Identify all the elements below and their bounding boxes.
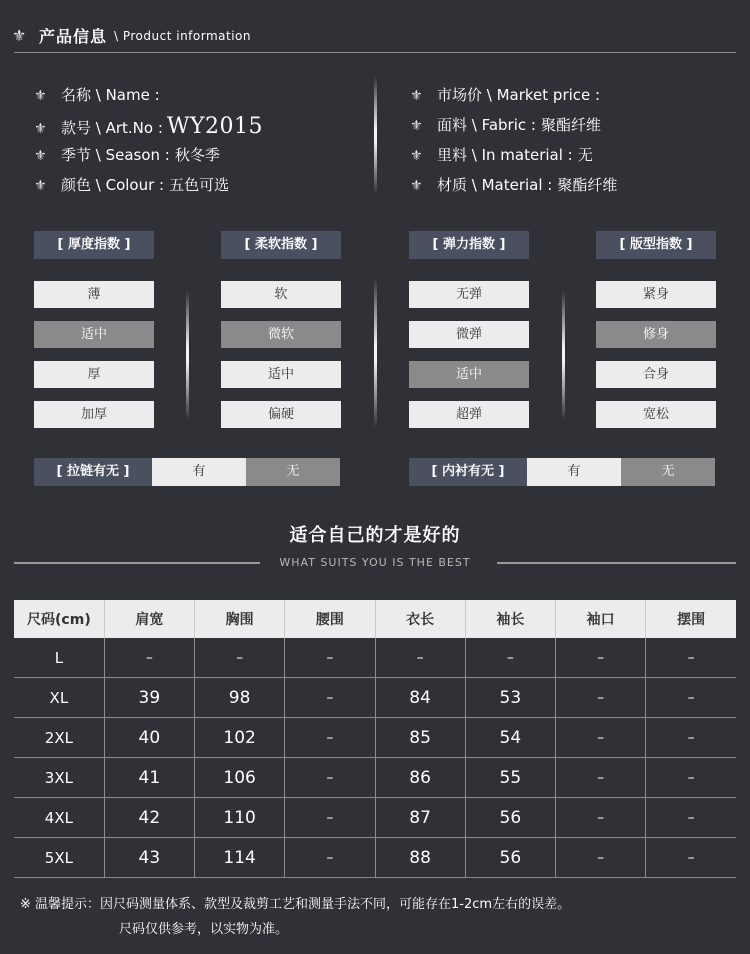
info-value: WY2015 — [166, 114, 264, 139]
fit-option: 宽松 — [596, 401, 716, 428]
size-cell: L — [14, 638, 104, 678]
table-cell: – — [285, 678, 375, 718]
column-header: 肩宽 — [104, 600, 194, 638]
section-title-cn: 产品信息 — [39, 27, 108, 46]
info-name — [34, 84, 263, 114]
size-note-continued: 尺码仅供参考，以实物为准。 — [119, 922, 289, 937]
section-title-en: \ Product information — [114, 29, 251, 43]
table-cell: 42 — [104, 798, 194, 838]
info-market-price — [410, 84, 617, 114]
table-cell: 114 — [195, 838, 285, 878]
table-cell: 87 — [375, 798, 465, 838]
size-cell: 2XL — [14, 718, 104, 758]
table-cell: 40 — [104, 718, 194, 758]
info-value: 无 — [577, 146, 593, 164]
fleur-de-lis-icon: ⚜ — [34, 121, 47, 137]
info-value: 五色可选 — [169, 176, 230, 194]
softness-option: 适中 — [221, 361, 341, 388]
info-label: 面料 \ Fabric : — [437, 116, 536, 134]
table-cell: 39 — [104, 678, 194, 718]
info-value: 聚酯纤维 — [540, 116, 601, 134]
fleur-de-lis-icon: ⚜ — [12, 26, 27, 45]
info-left — [34, 84, 263, 204]
lining-yes: 有 — [527, 458, 621, 486]
table-cell: – — [285, 838, 375, 878]
info-colour — [34, 174, 263, 204]
table-cell: – — [556, 838, 646, 878]
thickness-option: 薄 — [34, 281, 154, 308]
slogan-divider-right — [497, 562, 736, 564]
slogan-en: WHAT SUITS YOU IS THE BEST — [279, 556, 471, 569]
table-row — [14, 798, 736, 838]
elasticity-option: 无弹 — [409, 281, 529, 308]
elasticity-option: 适中 — [409, 361, 529, 388]
table-cell: 85 — [375, 718, 465, 758]
column-header: 衣长 — [375, 600, 465, 638]
size-table-header — [14, 600, 736, 638]
column-header: 尺码(cm) — [14, 600, 104, 638]
info-right — [410, 84, 617, 204]
info-label: 款号 \ Art.No : — [61, 119, 163, 137]
index-divider — [562, 290, 565, 420]
table-cell: 54 — [465, 718, 555, 758]
lining-indicator — [409, 458, 715, 486]
zipper-no: 无 — [246, 458, 340, 486]
table-cell: – — [556, 758, 646, 798]
info-label: 市场价 \ Market price : — [437, 86, 601, 104]
size-note: ※ 温馨提示：因尺码测量体系、款型及裁剪工艺和测量手法不同，可能存在1-2cm左右的误差。 — [20, 897, 571, 912]
info-divider — [374, 76, 377, 194]
elasticity-index-title: [ 弹力指数 ] — [409, 231, 529, 259]
table-cell: 43 — [104, 838, 194, 878]
table-cell: 84 — [375, 678, 465, 718]
size-cell: 3XL — [14, 758, 104, 798]
fit-option: 修身 — [596, 321, 716, 348]
index-divider — [374, 278, 377, 428]
info-fabric — [410, 114, 617, 144]
fit-option: 紧身 — [596, 281, 716, 308]
table-cell: – — [556, 678, 646, 718]
fleur-de-lis-icon: ⚜ — [410, 118, 423, 134]
table-cell: – — [556, 798, 646, 838]
table-cell: 88 — [375, 838, 465, 878]
table-cell: 56 — [465, 838, 555, 878]
table-cell: – — [646, 718, 736, 758]
info-season — [34, 144, 263, 174]
info-in-material — [410, 144, 617, 174]
table-row — [14, 638, 736, 678]
zipper-indicator — [34, 458, 340, 486]
fleur-de-lis-icon: ⚜ — [410, 88, 423, 104]
fleur-de-lis-icon: ⚜ — [34, 178, 47, 194]
fit-index-title: [ 版型指数 ] — [596, 231, 716, 259]
fleur-de-lis-icon: ⚜ — [34, 88, 47, 104]
thickness-option: 厚 — [34, 361, 154, 388]
table-cell: – — [646, 798, 736, 838]
fleur-de-lis-icon: ⚜ — [410, 148, 423, 164]
table-cell: – — [285, 638, 375, 678]
table-cell: – — [646, 678, 736, 718]
softness-option: 微软 — [221, 321, 341, 348]
zipper-yes: 有 — [152, 458, 246, 486]
softness-index-title: [ 柔软指数 ] — [221, 231, 341, 259]
table-row — [14, 678, 736, 718]
table-row — [14, 758, 736, 798]
table-cell: 55 — [465, 758, 555, 798]
info-material — [410, 174, 617, 204]
table-cell: – — [375, 638, 465, 678]
table-cell: 110 — [195, 798, 285, 838]
size-cell: XL — [14, 678, 104, 718]
elasticity-option: 微弹 — [409, 321, 529, 348]
info-value: 秋冬季 — [174, 146, 220, 164]
lining-no: 无 — [621, 458, 715, 486]
table-cell: – — [285, 718, 375, 758]
table-cell: 53 — [465, 678, 555, 718]
table-cell: 86 — [375, 758, 465, 798]
info-artno — [34, 114, 263, 144]
table-cell: – — [646, 758, 736, 798]
table-cell: – — [646, 838, 736, 878]
table-cell: 102 — [195, 718, 285, 758]
table-cell: – — [465, 638, 555, 678]
column-header: 袖长 — [465, 600, 555, 638]
index-divider — [186, 290, 189, 420]
column-header: 胸围 — [195, 600, 285, 638]
softness-option: 软 — [221, 281, 341, 308]
column-header: 摆围 — [646, 600, 736, 638]
info-value: 聚酯纤维 — [557, 176, 618, 194]
zipper-label: [ 拉链有无 ] — [34, 458, 152, 486]
column-header: 腰围 — [285, 600, 375, 638]
column-header: 袖口 — [556, 600, 646, 638]
fleur-de-lis-icon: ⚜ — [34, 148, 47, 164]
table-cell: – — [285, 798, 375, 838]
table-cell: 106 — [195, 758, 285, 798]
table-row — [14, 718, 736, 758]
fleur-de-lis-icon: ⚜ — [410, 178, 423, 194]
table-cell: 41 — [104, 758, 194, 798]
info-label: 颜色 \ Colour : — [61, 176, 165, 194]
lining-label: [ 内衬有无 ] — [409, 458, 527, 486]
thickness-index-title: [ 厚度指数 ] — [34, 231, 154, 259]
fit-option: 合身 — [596, 361, 716, 388]
slogan-cn: 适合自己的才是好的 — [289, 525, 461, 546]
table-row — [14, 838, 736, 878]
info-label: 名称 \ Name : — [61, 86, 160, 104]
size-cell: 5XL — [14, 838, 104, 878]
size-table — [14, 600, 736, 878]
table-cell: 98 — [195, 678, 285, 718]
thickness-option: 加厚 — [34, 401, 154, 428]
elasticity-option: 超弹 — [409, 401, 529, 428]
table-cell: – — [556, 718, 646, 758]
table-cell: 56 — [465, 798, 555, 838]
info-label: 季节 \ Season : — [61, 146, 170, 164]
table-cell: – — [195, 638, 285, 678]
size-cell: 4XL — [14, 798, 104, 838]
header-divider — [14, 52, 736, 53]
table-cell: – — [556, 638, 646, 678]
table-cell: – — [104, 638, 194, 678]
info-label: 材质 \ Material : — [437, 176, 553, 194]
thickness-option: 适中 — [34, 321, 154, 348]
table-cell: – — [646, 638, 736, 678]
softness-option: 偏硬 — [221, 401, 341, 428]
info-label: 里料 \ In material : — [437, 146, 573, 164]
table-cell: – — [285, 758, 375, 798]
